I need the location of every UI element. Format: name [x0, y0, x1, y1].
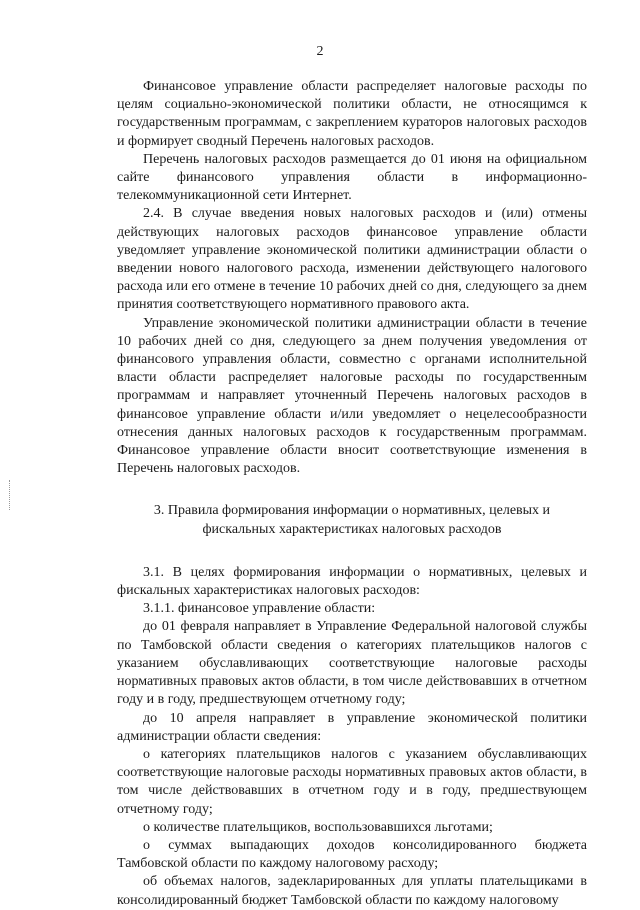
paragraph: о количестве плательщиков, воспользовавшихся льготами;	[143, 819, 493, 835]
paragraph: о суммах выпадающих доходов консолидированного бюджета Тамбовской области по каждому налоговому расходу;	[117, 837, 587, 872]
paragraph: 3.1.1. финансовое управление области:	[143, 601, 376, 617]
paragraph: о категориях плательщиков налогов с указанием обуславливающих соответствующие налоговые расходы нормативных правовых актов области, в том числе действовавших в отчетном году и в году, предшествующем отчетному году;	[117, 746, 587, 817]
paragraph: Финансовое управление области распределяет налоговые расходы по целям социально-экономической политики области, не относящимся к государственным программам, с закреплением кураторов налоговых расходов и формирует сводный Перечень налоговых расходов.	[117, 79, 587, 149]
section-heading	[117, 502, 587, 538]
paragraph: Перечень налоговых расходов размещается до 01 июня на официальном сайте финансового управления области в информационно-телекоммуникационной сети Интернет.	[117, 151, 587, 204]
paragraph: 2.4. В случае введения новых налоговых расходов и (или) отмены действующих налоговых расходов финансовое управление области уведомляет управление экономической политики администрации области о введении нового налогового расхода, изменении действующего налогового расхода или его отмене в течение 10 рабочих дней со дня, следующего за днем принятия соответствующего нормативного правового акта.	[117, 206, 587, 313]
document-body	[117, 78, 587, 910]
page-number: 2	[316, 44, 324, 59]
paragraph: до 10 апреля направляет в управление экономической политики администрации области сведения:	[117, 710, 587, 744]
paragraph: 3.1. В целях формирования информации о нормативных, целевых и фискальных характеристиках налоговых расходов:	[117, 564, 587, 599]
paragraph: об объемах налогов, задекларированных для уплаты плательщиками в консолидированный бюджет Тамбовской области по каждому налоговому	[117, 874, 587, 908]
paragraph: до 01 февраля направляет в Управление Федеральной налоговой службы по Тамбовской области сведения о категориях плательщиков налогов с указанием обуславливающих соответствующие налоговые расходы нормативных правовых актов области, в том числе действовавших в отчетном году и в году, предшествующем отчетному году;	[117, 619, 587, 708]
section-heading-line: фискальных характеристиках налоговых расходов	[202, 521, 502, 537]
paragraph: Управление экономической политики администрации области в течение 10 рабочих дней со дня, следующего за днем получения уведомления от финансового управления области, совместно с органами исполнительной власти области распределяет налоговые расходы по государственным программам и направляет уточненный Перечень налоговых расходов в финансовое управление области и/или уведомляет о нецелесообразности отнесения данных налоговых расходов к государственным программам. Финансовое управление области вносит соответствующие изменения в Перечень налоговых расходов.	[117, 315, 587, 477]
scan-edge-mark	[9, 480, 11, 510]
section-heading-line: 3. Правила формирования информации о нормативных, целевых и	[153, 503, 551, 519]
